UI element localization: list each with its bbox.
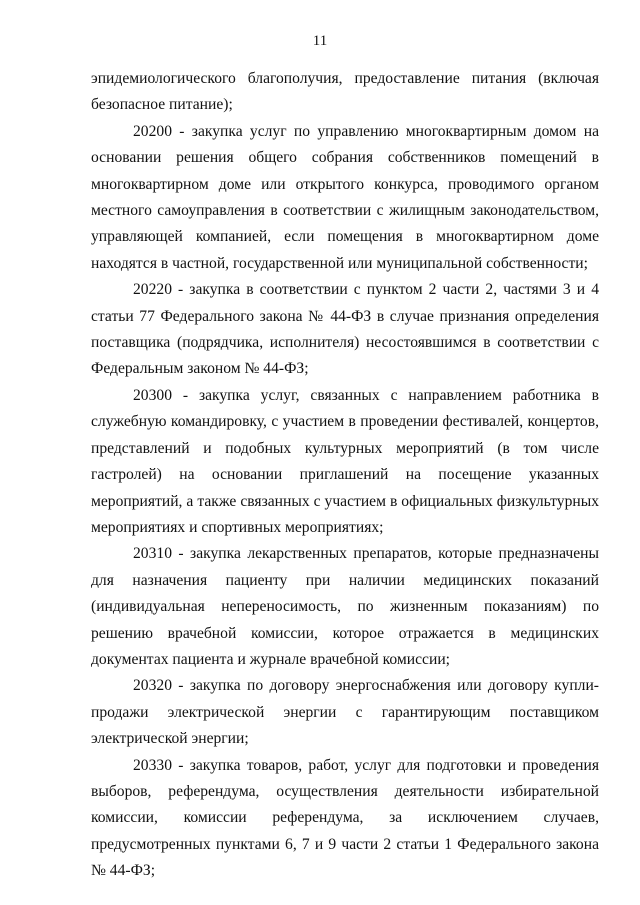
paragraph-20200: 20200 - закупка услуг по управлению многоквартирным домом на основании решения общего собрания собственников помещений в многоквартирном доме или открытого конкурса, проводимого органом местного самоуправления в соответствии с жилищным законодательством, управляющей компанией, если помещения в многоквартирном доме находятся в частной, государственной или муниципальной собственности; bbox=[91, 122, 599, 272]
page-number: 11 bbox=[312, 33, 328, 49]
paragraph-20220: 20220 - закупка в соответствии с пунктом 2 части 2, частями 3 и 4 статьи 77 Федерального закона № 44-ФЗ в случае признания определения поставщика (подрядчика, исполнителя) несостоявшимся в соответствии с Федеральным законом № 44-ФЗ; bbox=[91, 281, 599, 378]
paragraph-20330: 20330 - закупка товаров, работ, услуг для подготовки и проведения выборов, референдума, осуществления деятельности избирательной комиссии, комиссии референдума, за исключением случаев, предусмотренных пунктами 6, 7 и 9 части 2 статьи 1 Федерального закона № 44-ФЗ; bbox=[91, 756, 599, 880]
paragraph-20300: 20300 - закупка услуг, связанных с направлением работника в служебную командировку, с участием в проведении фестивалей, концертов, представлений и подобных культурных мероприятий (в том числе гастролей) на основании приглашений на посещение указанных мероприятий, а также связанных с участием в официальных физкультурных мероприятиях и спортивных мероприятиях; bbox=[91, 386, 599, 536]
document-body bbox=[91, 66, 599, 885]
paragraph-20310: 20310 - закупка лекарственных препаратов, которые предназначены для назначения пациенту при наличии медицинских показаний (индивидуальная непереносимость, по жизненным показаниям) по решению врачебной комиссии, которое отражается в медицинских документах пациента и журнале врачебной комиссии; bbox=[91, 545, 599, 668]
paragraph-20320: 20320 - закупка по договору энергоснабжения или договору купли-продажи электрической энергии с гарантирующим поставщиком электрической энергии; bbox=[91, 677, 599, 748]
paragraph-continuation: эпидемиологического благополучия, предоставление питания (включая безопасное питание); bbox=[91, 70, 599, 114]
